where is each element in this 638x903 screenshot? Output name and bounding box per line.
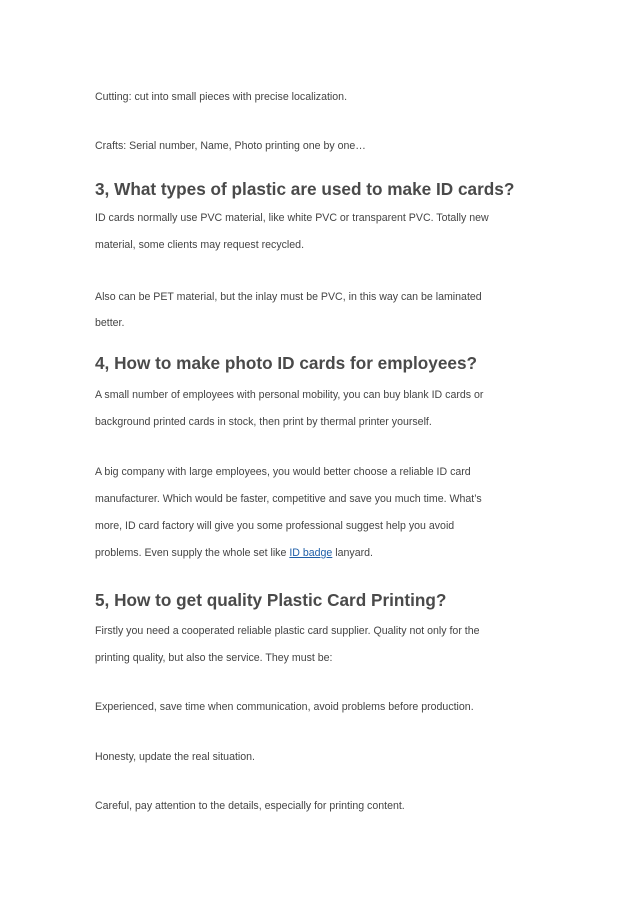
paragraph-5c: Honesty, update the real situation. <box>95 751 255 763</box>
paragraph-3a-line-1: ID cards normally use PVC material, like white PVC or transparent PVC. Totally new <box>95 212 489 224</box>
paragraph-5a-line-1: Firstly you need a cooperated reliable plastic card supplier. Quality not only for the <box>95 625 480 637</box>
paragraph-4b-line-3: more, ID card factory will give you some professional suggest help you avoid <box>95 520 455 532</box>
paragraph-crafts: Crafts: Serial number, Name, Photo printing one by one… <box>95 140 366 152</box>
id-badge-link[interactable]: ID badge <box>289 547 333 559</box>
paragraph-4a-line-2: background printed cards in stock, then print by thermal printer yourself. <box>95 416 432 428</box>
paragraph-5a-line-2: printing quality, but also the service. They must be: <box>95 652 333 664</box>
heading-section-4: 4, How to make photo ID cards for employees? <box>95 353 478 373</box>
paragraph-4b-line-4 <box>95 546 373 560</box>
paragraph-4b-line-4-text: problems. Even supply the whole set like <box>95 547 290 559</box>
heading-section-5: 5, How to get quality Plastic Card Printing? <box>95 590 447 610</box>
paragraph-3a-line-2: material, some clients may request recycled. <box>95 239 305 251</box>
paragraph-3b-line-1: Also can be PET material, but the inlay must be PVC, in this way can be laminated <box>95 291 482 303</box>
paragraph-4b-line-1: A big company with large employees, you would better choose a reliable ID card <box>95 466 471 478</box>
paragraph-4b-line-2: manufacturer. Which would be faster, competitive and save you much time. What’s <box>95 493 482 505</box>
paragraph-5b: Experienced, save time when communication, avoid problems before production. <box>95 701 474 713</box>
heading-section-3: 3, What types of plastic are used to make ID cards? <box>95 179 515 199</box>
paragraph-cutting: Cutting: cut into small pieces with precise localization. <box>95 91 348 103</box>
paragraph-3b-line-2: better. <box>95 317 125 329</box>
paragraph-4a-line-1: A small number of employees with personal mobility, you can buy blank ID cards or <box>95 389 484 401</box>
paragraph-4b-line-4-end: lanyard. <box>332 547 373 559</box>
paragraph-5d: Careful, pay attention to the details, especially for printing content. <box>95 800 405 812</box>
